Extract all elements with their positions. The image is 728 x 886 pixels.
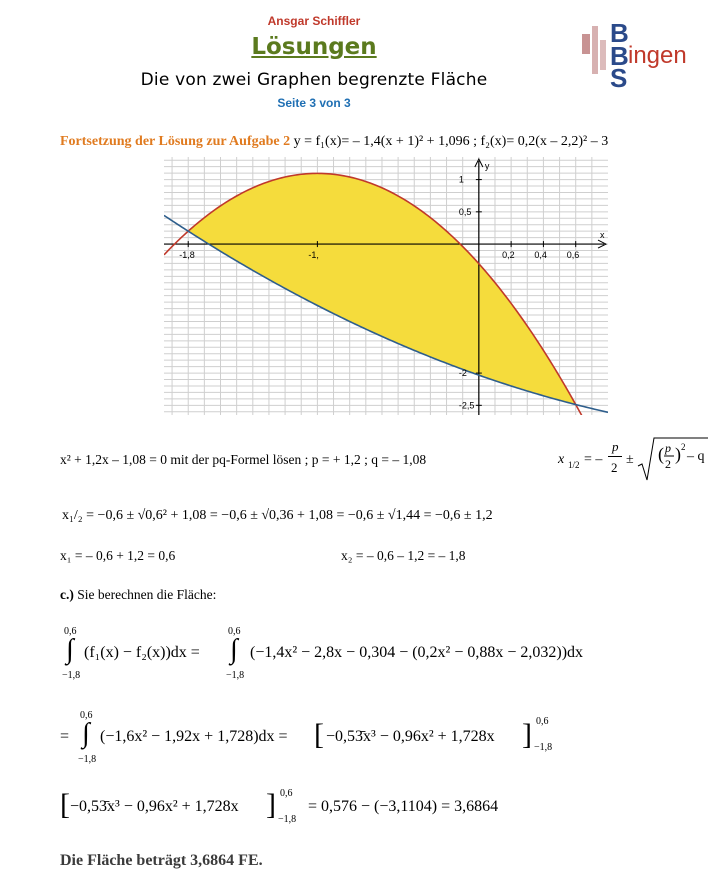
x-tick-label: -1, — [308, 250, 319, 261]
integral-line-1: 0,6 ∫ −1,8 (f₁(x) − f₂(x))dx = 0,6 ∫ −1,8 (−1,4x² − 2,8x − 0,304 − (0,2x² − 0,88x − 2,032))dx — [62, 626, 584, 681]
logo-letter-2: B — [610, 41, 629, 71]
integral-line-2: = 0,6 ∫ −1,8 (−1,6x² − 1,92x + 1,728)dx = [ −0,53̄x³ − 0,96x² + 1,728x ] 0,6 −1,8 — [60, 710, 553, 765]
svg-text:p: p — [665, 441, 671, 455]
y-tick-label: -2,5 — [458, 400, 475, 411]
page-title: Lösungen — [251, 34, 377, 60]
upper-limit: 0,6 — [64, 626, 77, 637]
y-axis-label: y — [484, 161, 490, 171]
lower-limit: −1,8 — [62, 670, 81, 681]
x-tick-label: 0,2 — [502, 250, 515, 261]
quadratic-equation: x² + 1,2x – 1,08 = 0 mit der pq-Formel lösen ; p = + 1,2 ; q = – 1,08 — [60, 452, 427, 467]
pq-pm: ± — [626, 452, 634, 467]
x-tick-label: -1,8 — [179, 250, 195, 261]
final-answer: Die Fläche beträgt 3,6864 FE. — [60, 852, 263, 869]
pq-substitution: x₁/₂ = −0,6 ± √0,6² + 1,08 = −0,6 ± √0,36 + 1,08 = −0,6 ± √1,44 = −0,6 ± 1,2 — [62, 508, 493, 523]
antiderivative: −0,53̄x³ − 0,96x² + 1,728x — [326, 728, 495, 745]
integrand-expanded: (−1,4x² − 2,8x − 0,304 − (0,2x² − 0,88x − 2,032))dx — [250, 644, 584, 661]
x-axis-label: x — [600, 230, 605, 241]
page-number: Seite 3 von 3 — [277, 96, 351, 110]
svg-text:2: 2 — [681, 442, 686, 452]
x-tick-label: 0,4 — [534, 250, 547, 261]
page-subtitle: Die von zwei Graphen begrenzte Fläche — [140, 70, 488, 90]
part-c-text: Sie berechnen die Fläche: — [77, 587, 217, 602]
lower-limit: −1,8 — [534, 742, 553, 753]
continuation-label: Fortsetzung der Lösung zur Aufgabe 2 — [60, 134, 291, 149]
pq-two: 2 — [611, 460, 618, 475]
logo-letter-3: S — [610, 63, 628, 88]
continuation-line — [60, 134, 608, 150]
x-tick-label: 0,6 — [566, 250, 580, 261]
integrand-simplified: (−1,6x² − 1,92x + 1,728)dx = — [100, 728, 288, 745]
logo-letter-1: B — [610, 18, 629, 48]
upper-limit: 0,6 — [280, 788, 293, 799]
integral-line-3: [ −0,53̄x³ − 0,96x² + 1,728x ] 0,6 −1,8 = 0,576 − (−3,1104) = 3,6864 — [60, 788, 499, 825]
upper-limit: 0,6 — [80, 710, 93, 721]
upper-limit: 0,6 — [228, 626, 241, 637]
solution-x1: x₁ = – 0,6 + 1,2 = 0,6 — [60, 548, 176, 563]
pq-subscript: 1/2 — [568, 460, 580, 470]
logo-word: ingen — [628, 42, 687, 69]
author-name: Ansgar Schiffler — [267, 14, 361, 28]
svg-text:2: 2 — [665, 457, 671, 471]
y-tick-label: -2 — [458, 368, 467, 379]
y-tick-label: 1 — [458, 174, 464, 185]
area-result: = 0,576 − (−3,1104) = 3,6864 — [308, 798, 499, 815]
part-c-label: c.) — [60, 587, 74, 602]
lower-limit: −1,8 — [226, 670, 245, 681]
antiderivative: −0,53̄x³ − 0,96x² + 1,728x — [70, 798, 239, 815]
lower-limit: −1,8 — [78, 754, 97, 765]
pq-p-num: p — [612, 439, 619, 454]
upper-limit: 0,6 — [536, 716, 549, 727]
svg-text:(: ( — [658, 444, 664, 464]
integrand-difference: (f₁(x) − f₂(x))dx = — [84, 644, 200, 661]
area-graph — [164, 157, 608, 415]
pq-eq: = – — [584, 452, 603, 467]
solution-x2: x₂ = – 0,6 – 1,2 = – 1,8 — [341, 548, 466, 563]
y-tick-label: 0,5 — [458, 206, 472, 217]
function-definitions: y = f₁(x)= – 1,4(x + 1)² + 1,096 ; f₂(x)= 0,2(x – 2,2)² – 3 — [293, 134, 609, 149]
bbs-bingen-logo — [578, 16, 710, 88]
part-c — [60, 587, 216, 603]
pq-x: x — [558, 452, 565, 467]
pq-formula — [558, 436, 708, 482]
lower-limit: −1,8 — [278, 814, 297, 825]
equals-sign: = — [60, 728, 70, 745]
svg-text:): ) — [675, 444, 681, 464]
pq-tail: – q — [687, 449, 705, 464]
